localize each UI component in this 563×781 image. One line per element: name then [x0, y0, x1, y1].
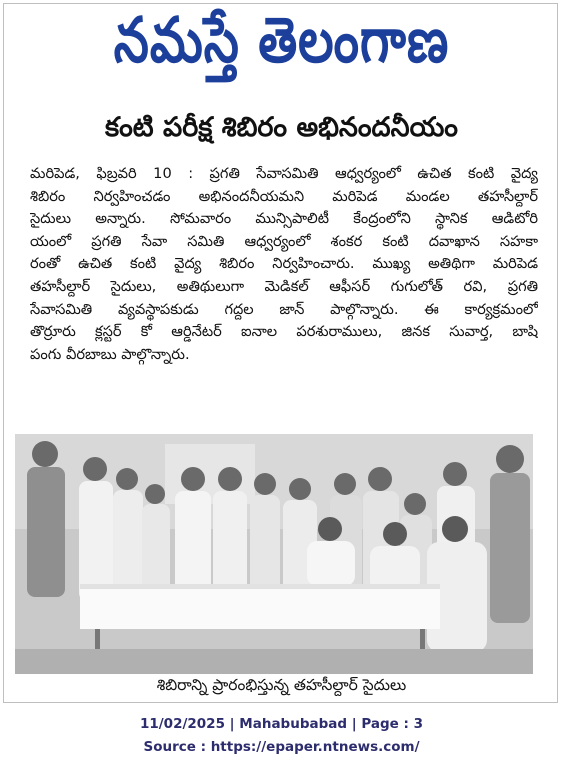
- article-headline: కంటి పరీక్ష శిబిరం అభినందనీయం: [105, 112, 458, 143]
- article-line: రంతో ఉచిత కంటి వైద్య శిబిరం నిర్వహించారు. ముఖ్య అతిథిగా మరిపెడ: [30, 255, 538, 273]
- masthead: [0, 2, 563, 94]
- article-line: సేవాసమితి వ్యవస్థాపకుడు గద్దల జాన్ పాల్గొన్నారు. ఈ కార్యక్రమంలో: [30, 300, 538, 318]
- article-line: యంలో ప్రగతి సేవా సమితి ఆధ్వర్యంలో శంకర కంటి దవాఖాన సహకా: [30, 232, 538, 250]
- article-line: శిబిరం నిర్వహించడం అభినందనీయమని మరిపెడ మండల తహసీల్దార్: [30, 187, 538, 205]
- article-line: తహసీల్దార్ సైదులు, అతిథులుగా మెడికల్ ఆఫీసర్ గుగులోత్ రవి, ప్రగతి: [30, 277, 538, 295]
- article-body: [30, 163, 538, 366]
- article-line: తొర్రూరు క్లస్టర్ కో ఆర్డినేటర్ ఐనాల పరశురాములు, జినక సువార్త, బాషి: [30, 323, 538, 341]
- article-line: మరిపెడ, ఫిబ్రవరి 10 : ప్రగతి సేవాసమితి ఆధ్వర్యంలో ఉచిత కంటి వైద్య: [30, 165, 538, 182]
- photo-caption: శిబిరాన్ని ప్రారంభిస్తున్న తహసీల్దార్ సైదులు: [156, 676, 407, 694]
- masthead-title: నమస్తే తెలంగాణ: [113, 3, 450, 77]
- photo-illustration: [15, 434, 533, 674]
- footer-info: 11/02/2025 | Mahabubabad | Page : 3: [139, 716, 424, 732]
- footer-source: Source : https://epaper.ntnews.com/: [143, 739, 420, 755]
- article-line: పంగు వీరబాబు పాల్గొన్నారు.: [30, 345, 190, 363]
- article-photo: [15, 434, 533, 674]
- article-line: సైదులు అన్నారు. సోమవారం మున్సిపాలిటీ కేంద్రంలోని స్థానిక ఆడిటోరి: [30, 210, 538, 228]
